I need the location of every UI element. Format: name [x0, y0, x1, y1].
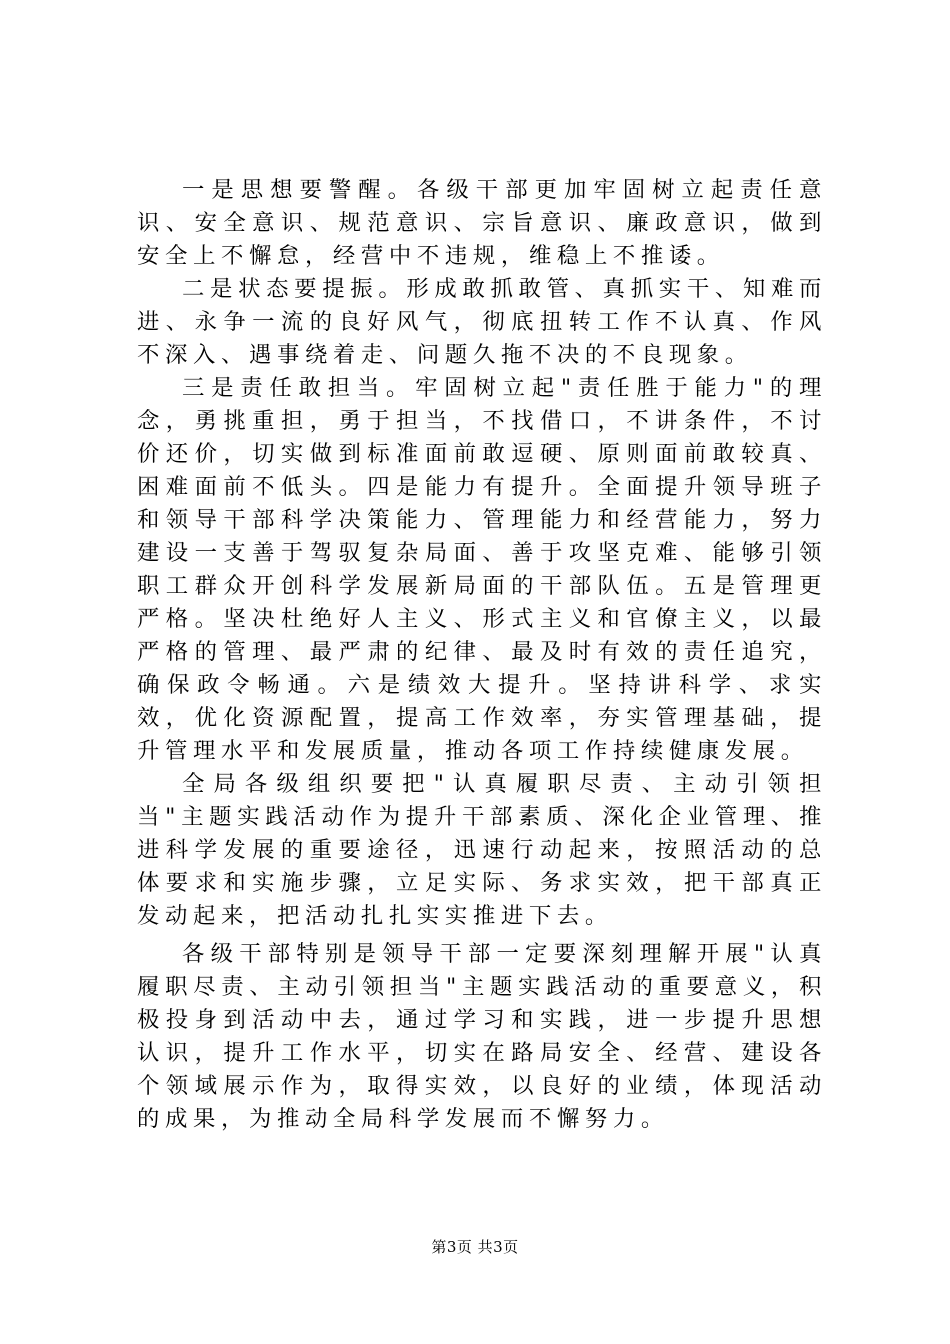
paragraph-1: 一是思想要警醒。各级干部更加牢固树立起责任意识、安全意识、规范意识、宗旨意识、廉政意识，做到安全上不懈怠，经营中不违规，维稳上不推诿。: [137, 177, 827, 269]
document-body: [137, 174, 827, 1136]
paragraph-4: 全局各级组织要把"认真履职尽责、主动引领担当"主题实践活动作为提升干部素质、深化企业管理、推进科学发展的重要途径，迅速行动起来，按照活动的总体要求和实施步骤，立足实际、务求实效，把干部真正发动起来，把活动扎扎实实推进下去。: [137, 771, 827, 929]
paragraph-3: 三是责任敢担当。牢固树立起"责任胜于能力"的理念，勇挑重担，勇于担当，不找借口，不讲条件，不讨价还价，切实做到标准面前敢逗硬、原则面前敢较真、困难面前不低头。四是能力有提升。全面提升领导班子和领导干部科学决策能力、管理能力和经营能力，努力建设一支善于驾驭复杂局面、善于攻坚克难、能够引领职工群众开创科学发展新局面的干部队伍。五是管理更严格。坚决杜绝好人主义、形式主义和官僚主义，以最严格的管理、最严肃的纪律、最及时有效的责任追究，确保政令畅通。六是绩效大提升。坚持讲科学、求实效，优化资源配置，提高工作效率，夯实管理基础，提升管理水平和发展质量，推动各项工作持续健康发展。: [137, 375, 827, 764]
page-number-footer: 第3页 共3页: [431, 1238, 519, 1256]
paragraph-2: 二是状态要提振。形成敢抓敢管、真抓实干、知难而进、永争一流的良好风气，彻底扭转工作不认真、作风不深入、遇事绕着走、问题久拖不决的不良现象。: [137, 276, 827, 368]
paragraph-5: 各级干部特别是领导干部一定要深刻理解开展"认真履职尽责、主动引领担当"主题实践活动的重要意义，积极投身到活动中去，通过学习和实践，进一步提升思想认识，提升工作水平，切实在路局安全、经营、建设各个领域展示作为，取得实效，以良好的业绩，体现活动的成果，为推动全局科学发展而不懈努力。: [137, 941, 827, 1132]
